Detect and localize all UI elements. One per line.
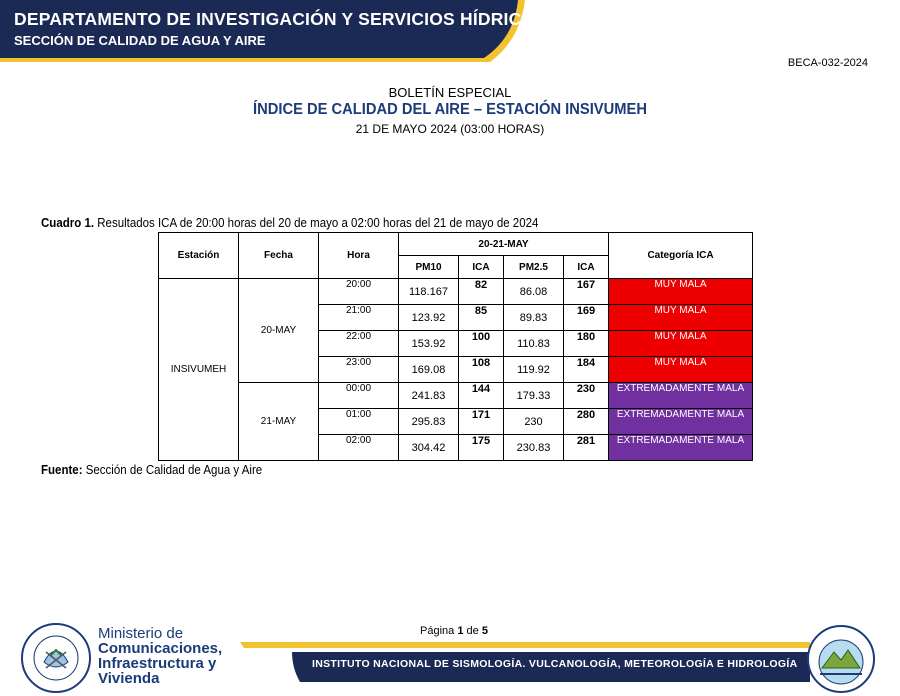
header-categoria: Categoría ICA — [609, 233, 753, 279]
section-subtitle: SECCIÓN DE CALIDAD DE AGUA Y AIRE — [14, 33, 266, 48]
ica-pm25-cell: 180 — [564, 331, 609, 357]
header-estacion: Estación — [159, 233, 239, 279]
header-fecha: Fecha — [239, 233, 319, 279]
ica-pm10-cell: 100 — [459, 331, 504, 357]
ica-pm25-cell: 281 — [564, 435, 609, 461]
ica-pm10-cell: 82 — [459, 279, 504, 305]
station-cell: INSIVUMEH — [159, 279, 239, 461]
ica-pm10-cell: 175 — [459, 435, 504, 461]
category-cell: MUY MALA — [609, 305, 753, 331]
pm25-cell: 230 — [504, 409, 564, 435]
pm10-cell: 169.08 — [399, 357, 459, 383]
source-text: Sección de Calidad de Agua y Aire — [85, 463, 263, 477]
header-period: 20-21-MAY — [399, 233, 609, 256]
bulletin-date: 21 DE MAYO 2024 (03:00 HORAS) — [355, 122, 545, 136]
ica-pm25-cell: 230 — [564, 383, 609, 409]
category-cell: MUY MALA — [609, 331, 753, 357]
date-cell: 21-MAY — [239, 383, 319, 461]
bulletin-label: BOLETÍN ESPECIAL — [388, 85, 512, 100]
hora-cell: 22:00 — [319, 331, 399, 357]
table-row — [159, 383, 753, 409]
header-banner — [0, 0, 900, 62]
page-prefix: Página — [420, 625, 455, 637]
hora-cell: 02:00 — [319, 435, 399, 461]
header-ica-pm25: ICA — [564, 256, 609, 279]
document-code: BECA-032-2024 — [787, 57, 868, 69]
date-cell: 20-MAY — [239, 279, 319, 383]
ica-pm10-cell: 108 — [459, 357, 504, 383]
guatemala-seal-icon — [20, 622, 92, 694]
header-pm10: PM10 — [399, 256, 459, 279]
pm10-cell: 118.167 — [399, 279, 459, 305]
hora-cell: 23:00 — [319, 357, 399, 383]
category-cell: MUY MALA — [609, 357, 753, 383]
pm10-cell: 153.92 — [399, 331, 459, 357]
caption-label: Cuadro 1. — [41, 216, 95, 230]
ica-pm25-cell: 280 — [564, 409, 609, 435]
ministry-line-3: Infraestructura y — [98, 655, 217, 672]
header-ica-pm10: ICA — [459, 256, 504, 279]
hora-cell: 01:00 — [319, 409, 399, 435]
page-separator: de — [466, 625, 479, 637]
pm25-cell: 86.08 — [504, 279, 564, 305]
bulletin-title: ÍNDICE DE CALIDAD DEL AIRE – ESTACIÓN INSIVUMEH — [253, 101, 647, 118]
hora-cell: 00:00 — [319, 383, 399, 409]
ica-pm10-cell: 171 — [459, 409, 504, 435]
page-current: 1 — [457, 625, 464, 637]
pm25-cell: 230.83 — [504, 435, 564, 461]
ica-pm25-cell: 169 — [564, 305, 609, 331]
department-title: DEPARTAMENTO DE INVESTIGACIÓN Y SERVICIOS HÍDRICOS — [14, 9, 548, 29]
pm10-cell: 123.92 — [399, 305, 459, 331]
insivumeh-logo-icon — [806, 624, 876, 694]
pm25-cell: 89.83 — [504, 305, 564, 331]
category-cell: MUY MALA — [609, 279, 753, 305]
category-cell: EXTREMADAMENTE MALA — [609, 383, 753, 409]
ica-pm10-cell: 85 — [459, 305, 504, 331]
table-caption — [41, 216, 538, 230]
hora-cell: 21:00 — [319, 305, 399, 331]
ministry-line-2: Comunicaciones, — [98, 640, 223, 657]
pm10-cell: 295.83 — [399, 409, 459, 435]
pm25-cell: 110.83 — [504, 331, 564, 357]
ica-pm10-cell: 144 — [459, 383, 504, 409]
category-cell: EXTREMADAMENTE MALA — [609, 409, 753, 435]
category-cell: EXTREMADAMENTE MALA — [609, 435, 753, 461]
ministry-line-4: Vivienda — [98, 670, 160, 687]
source-label: Fuente: — [41, 463, 83, 477]
institute-name: INSTITUTO NACIONAL DE SISMOLOGÍA. VULCANOLOGÍA, METEOROLOGÍA E HIDROLOGÍA — [312, 658, 798, 670]
header-hora: Hora — [319, 233, 399, 279]
pm10-cell: 241.83 — [399, 383, 459, 409]
ica-pm25-cell: 167 — [564, 279, 609, 305]
pm25-cell: 119.92 — [504, 357, 564, 383]
page-number — [420, 625, 488, 637]
ministry-logo-text — [98, 626, 222, 686]
pm10-cell: 304.42 — [399, 435, 459, 461]
ica-pm25-cell: 184 — [564, 357, 609, 383]
pm25-cell: 179.33 — [504, 383, 564, 409]
header-pm25: PM2.5 — [504, 256, 564, 279]
source-note — [41, 463, 262, 477]
hora-cell: 20:00 — [319, 279, 399, 305]
table-row — [159, 279, 753, 305]
caption-text: Resultados ICA de 20:00 horas del 20 de mayo a 02:00 horas del 21 de mayo de 2024 — [97, 216, 539, 230]
ica-results-table — [158, 232, 753, 461]
ministry-line-1: Ministerio de — [98, 625, 184, 642]
page-total: 5 — [481, 625, 488, 637]
